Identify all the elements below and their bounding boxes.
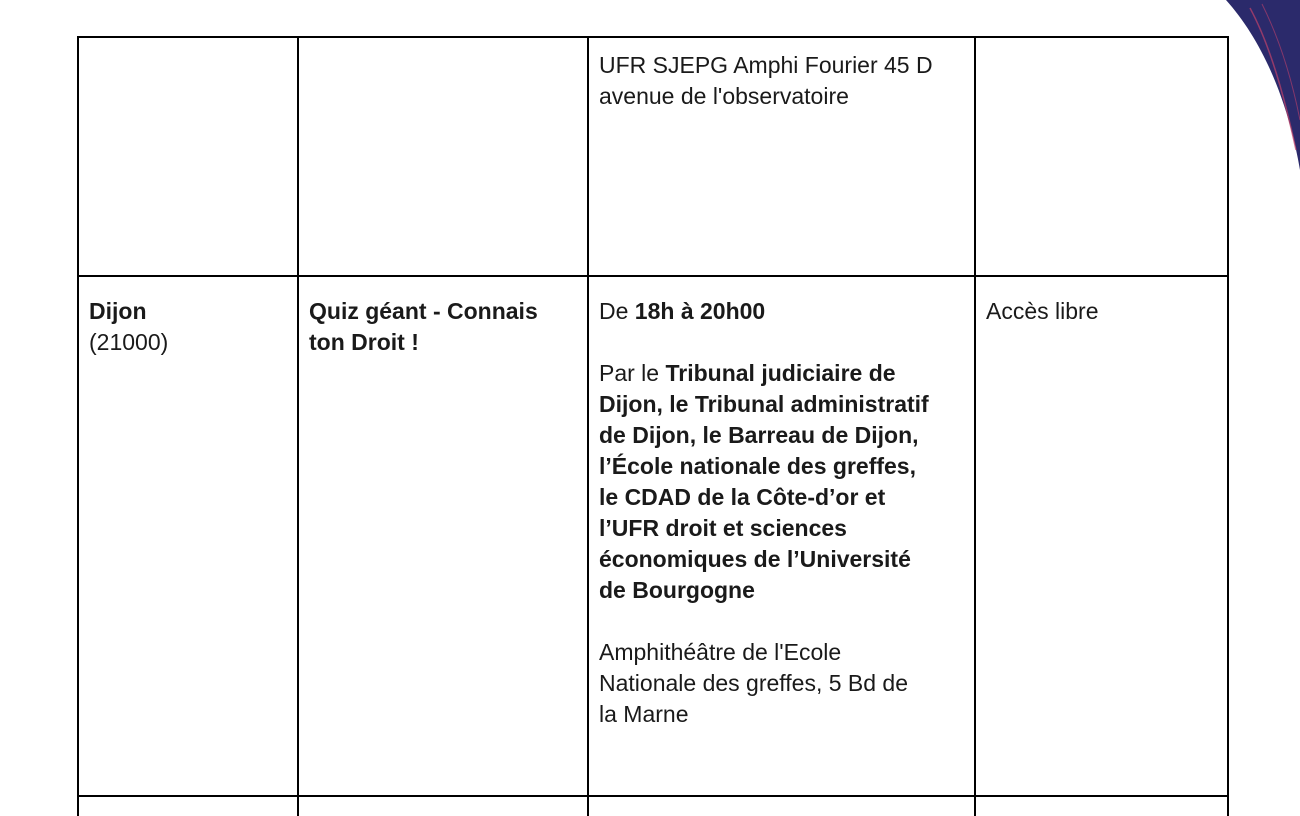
venue-text: UFR SJEPG Amphi Fourier 45 D avenue de l'observatoire: [599, 52, 933, 109]
table-row: [78, 37, 1228, 276]
event-organizers: Par le Tribunal judiciaire de Dijon, le Tribunal administratif de Dijon, le Barreau de Dijon, l’École nationale des greffes, le CDAD de la Côte-d’or et l’UFR droit et sciences économiques de l’Université de Bourgogne: [599, 360, 929, 603]
event-cell: [298, 276, 588, 796]
event-cell: [298, 37, 588, 276]
event-title: Quiz géant - Connais ton Droit !: [309, 298, 538, 355]
event-venue: Amphithéâtre de l'Ecole Nationale des greffes, 5 Bd de la Marne: [599, 639, 909, 727]
table-row: [78, 276, 1228, 796]
access-cell: [975, 37, 1228, 276]
access-cell: [975, 276, 1228, 796]
table-row: [78, 796, 1228, 816]
access-text: Accès libre: [986, 298, 1099, 324]
city-cell: [78, 276, 298, 796]
city-cell: [78, 37, 298, 276]
events-table: [77, 36, 1229, 816]
details-cell: [588, 37, 975, 276]
event-time: De 18h à 20h00: [599, 298, 766, 324]
city-name: Dijon: [89, 298, 147, 324]
city-postcode: (21000): [89, 329, 169, 355]
details-cell: [588, 276, 975, 796]
